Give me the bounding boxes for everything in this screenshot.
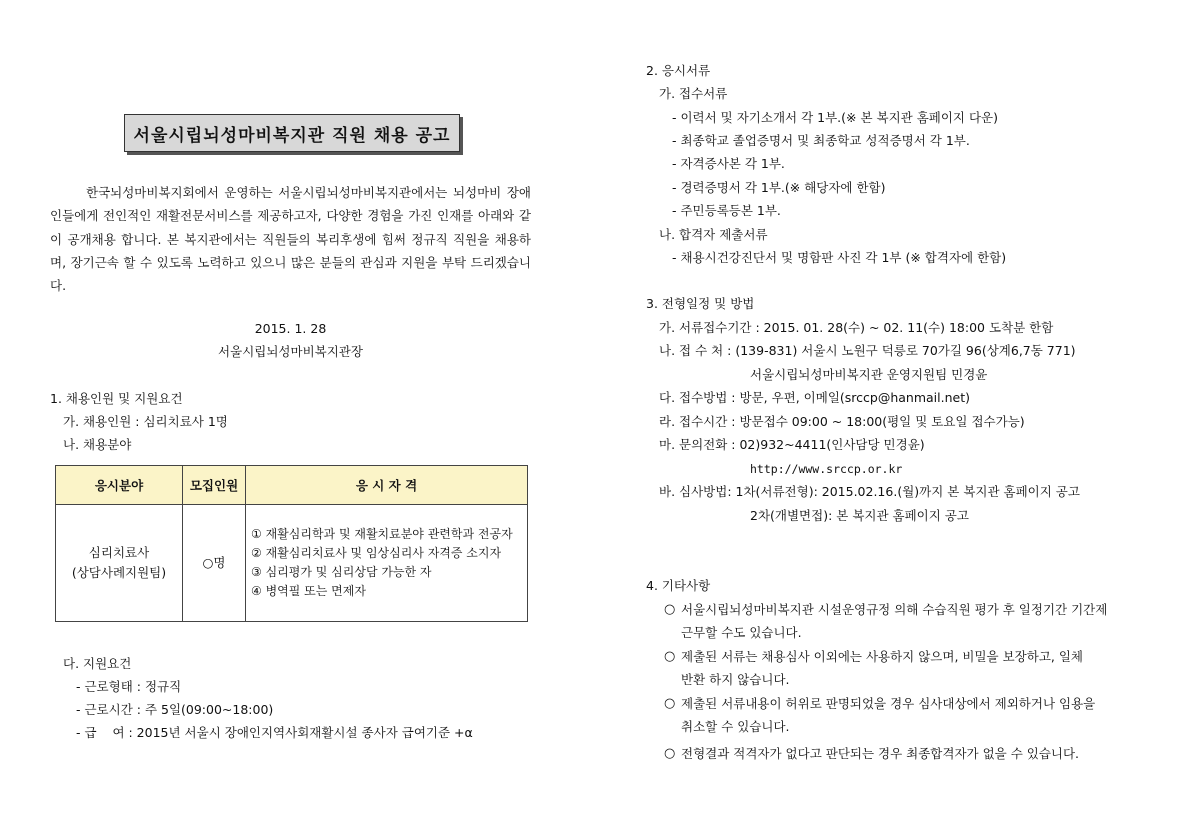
- list-item: - 자격증사본 각 1부.: [672, 156, 785, 171]
- recruit-field-label: 나. 채용분야: [63, 437, 132, 452]
- recruitment-table: [55, 465, 528, 622]
- salary: - 급 여 : 2015년 서울시 장애인지역사회재활시설 종사자 급여기준 +α: [76, 725, 473, 740]
- bullet-icon: ○: [664, 649, 676, 664]
- list-item: - 경력증명서 각 1부.(※ 해당자에 한함): [672, 180, 886, 195]
- list-item: - 이력서 및 자기소개서 각 1부.(※ 본 복지관 홈페이지 다운): [672, 110, 999, 125]
- section-2-heading: 2. 응시서류: [646, 63, 711, 78]
- cell-field: [56, 505, 183, 622]
- schedule-item: 바. 심사방법: 1차(서류전형): 2015.02.16.(월)까지 본 복지관 홈페이지 공고: [659, 484, 1080, 499]
- signer: 서울시립뇌성마비복지관장: [218, 344, 363, 359]
- section-1-heading: 1. 채용인원 및 지원요건: [50, 391, 183, 406]
- note-line: 제출된 서류는 채용심사 이외에는 사용하지 않으며, 비밀을 보장하고, 일체: [681, 649, 1083, 664]
- note-line: 취소할 수 있습니다.: [681, 719, 790, 734]
- requirements-label: 다. 지원요건: [63, 656, 132, 671]
- cell-qualifications: [246, 505, 528, 622]
- field-team: (상담사례지원팀): [71, 565, 167, 580]
- website-url: http://www.srccp.or.kr: [750, 462, 903, 476]
- table-header-row: [56, 466, 528, 505]
- schedule-item: 라. 접수시간 : 방문접수 09:00 ~ 18:00(평일 및 토요일 접수가능): [659, 414, 1025, 429]
- qualification-item: ① 재활심리학과 및 재활치료분야 관련학과 전공자: [251, 527, 513, 541]
- note-line: 전형결과 적격자가 없다고 판단되는 경우 최종합격자가 없을 수 있습니다.: [681, 746, 1080, 761]
- note-line: 반환 하지 않습니다.: [681, 672, 790, 687]
- qualification-item: ② 재활심리치료사 및 임상심리사 자격증 소지자: [251, 546, 502, 560]
- intro-text: 한국뇌성마비복지회에서 운영하는 서울시립뇌성마비복지관에서는 뇌성마비 장애인들에게 전인적인 재활전문서비스를 제공하고자, 다양한 경험을 가진 인재를 아래와 같이 공개채용 합니다. 본 복지관에서는 직원들의 복리후생에 힘써 정규직 직원을 채용하며, 장기근속 할 수 있도록 노력하고 있으니 많은 분들의 관심과 지원을 부탁 드리겠습니다.: [50, 185, 531, 294]
- col-header-field: 응시분야: [56, 466, 183, 505]
- qualification-item: ④ 병역필 또는 면제자: [251, 584, 366, 598]
- schedule-item: 다. 접수방법 : 방문, 우편, 이메일(srccp@hanmail.net): [659, 390, 970, 405]
- schedule-item: 마. 문의전화 : 02)932~4411(인사담당 민경윤): [659, 437, 925, 452]
- schedule-item: 가. 서류접수기간 : 2015. 01. 28(수) ~ 02. 11(수) 18:00 도착분 한함: [659, 320, 1054, 335]
- note-line: 서울시립뇌성마비복지관 시설운영규정 의해 수습직원 평가 후 일정기간 기간제: [681, 602, 1108, 617]
- note-line: 제출된 서류내용이 허위로 판명되었을 경우 심사대상에서 제외하거나 임용을: [681, 696, 1096, 711]
- announcement-date: 2015. 1. 28: [254, 321, 327, 336]
- intro-paragraph: [50, 181, 531, 297]
- section-4-heading: 4. 기타사항: [646, 578, 711, 593]
- working-hours: - 근로시간 : 주 5일(09:00~18:00): [76, 702, 274, 717]
- list-item: - 주민등록등본 1부.: [672, 203, 781, 218]
- employment-type: - 근로형태 : 정규직: [76, 679, 182, 694]
- list-item: - 최종학교 졸업증명서 및 최종학교 성적증명서 각 1부.: [672, 133, 970, 148]
- successful-docs-label: 나. 합격자 제출서류: [659, 227, 768, 242]
- col-header-qualification: 응 시 자 격: [246, 466, 528, 505]
- list-item: - 채용시건강진단서 및 명함판 사진 각 1부 (※ 합격자에 한함): [672, 250, 1007, 265]
- document-title: 서울시립뇌성마비복지관 직원 채용 공고: [124, 114, 460, 152]
- table-row: [56, 505, 528, 622]
- bullet-icon: ○: [664, 746, 676, 761]
- section-3-heading: 3. 전형일정 및 방법: [646, 296, 755, 311]
- bullet-icon: ○: [664, 696, 676, 711]
- cell-count: ○명: [183, 505, 246, 622]
- schedule-item: 서울시립뇌성마비복지관 운영지원팀 민경윤: [750, 367, 988, 382]
- qualification-item: ③ 심리평가 및 심리상담 가능한 자: [251, 565, 432, 579]
- documents-label: 가. 접수서류: [659, 86, 728, 101]
- note-line: 근무할 수도 있습니다.: [681, 625, 802, 640]
- recruit-count: 가. 채용인원 : 심리치료사 1명: [63, 414, 228, 429]
- schedule-item: 나. 접 수 처 : (139-831) 서울시 노원구 덕릉로 70가길 96(상계6,7동 771): [659, 343, 1076, 358]
- schedule-item: 2차(개별면접): 본 복지관 홈페이지 공고: [750, 508, 969, 523]
- bullet-icon: ○: [664, 602, 676, 617]
- col-header-count: 모집인원: [183, 466, 246, 505]
- field-name: 심리치료사: [88, 545, 150, 560]
